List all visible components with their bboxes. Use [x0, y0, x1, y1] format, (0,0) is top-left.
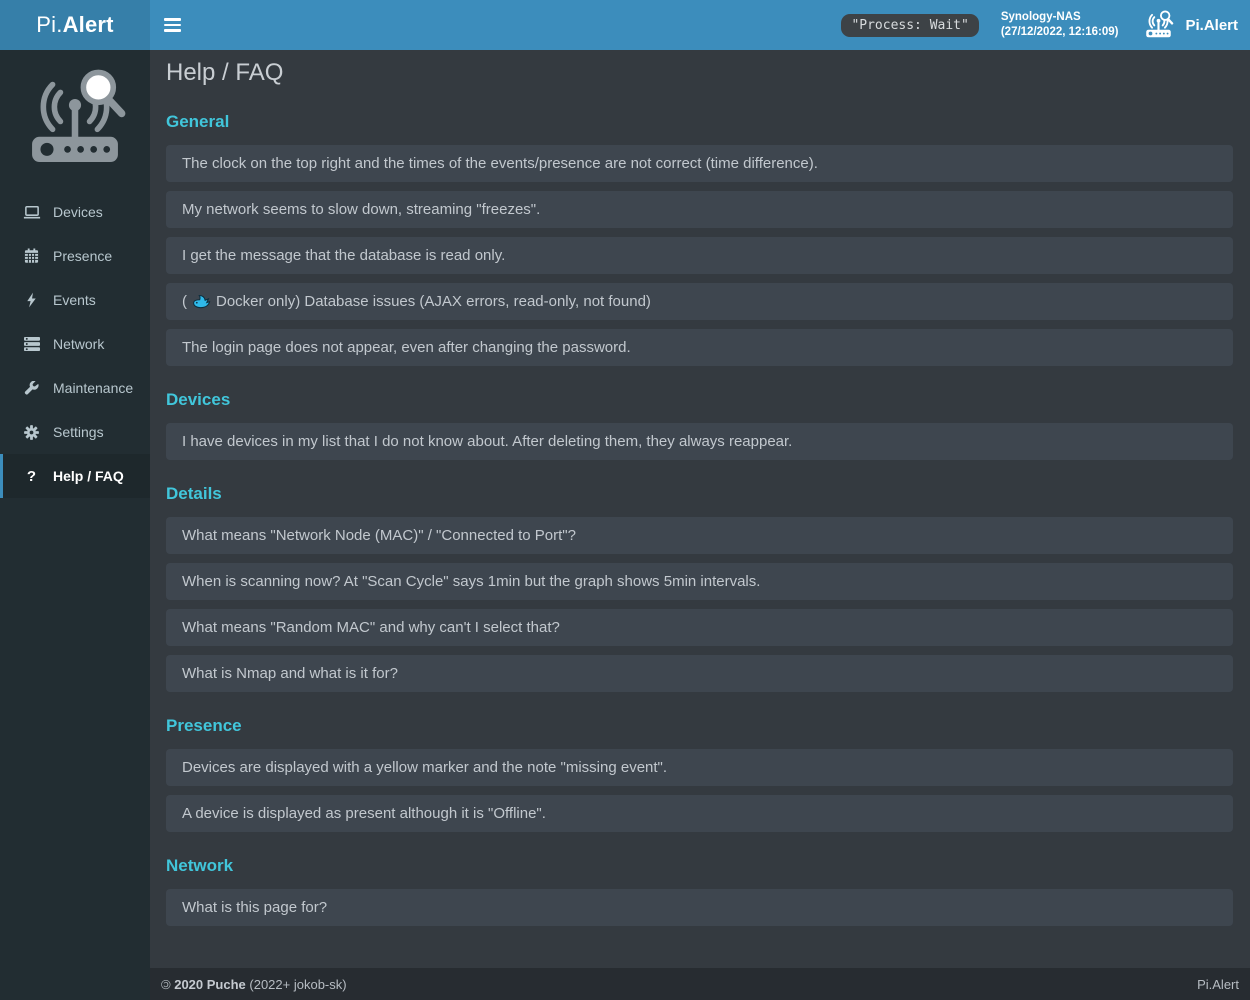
sidebar-item-label: Events [53, 292, 96, 308]
faq-section-details [166, 483, 1233, 692]
footer-copyright-rest: (2022+ jokob-sk) [249, 976, 347, 992]
faq-section-presence [166, 715, 1233, 832]
sidebar-item-maintenance[interactable] [0, 366, 150, 410]
docker-whale-icon [192, 294, 211, 309]
top-header [0, 0, 1250, 50]
wrench-icon [22, 381, 41, 396]
footer-copyright [161, 977, 347, 992]
sidebar-menu [0, 190, 150, 498]
sidebar-item-label: Network [53, 336, 105, 352]
footer-brand: Pi.Alert [1197, 976, 1239, 992]
faq-question[interactable] [166, 237, 1233, 274]
faq-question-text: What means "Network Node (MAC)" / "Connected to Port"? [182, 527, 576, 544]
bolt-icon [22, 292, 41, 308]
faq-question[interactable] [166, 191, 1233, 228]
sidebar-item-label: Maintenance [53, 380, 134, 396]
header-brand[interactable] [1140, 9, 1238, 41]
faq-question[interactable] [166, 329, 1233, 366]
faq-question[interactable] [166, 655, 1233, 692]
faq-section-devices [166, 389, 1233, 460]
faq-question-text: My network seems to slow down, streaming "freezes". [182, 201, 541, 218]
app-logo-prefix: Pi. [36, 12, 63, 37]
faq-question-text: What is Nmap and what is it for? [182, 665, 398, 682]
question-icon: ? [26, 467, 37, 485]
app-logo-bold: Alert [62, 12, 114, 37]
sidebar-item-label: Presence [53, 248, 113, 264]
host-info [1001, 10, 1119, 40]
section-title-presence: Presence [166, 716, 242, 735]
faq-question-text: When is scanning now? At "Scan Cycle" says 1min but the graph shows 5min intervals. [182, 573, 761, 590]
faq-question[interactable] [166, 563, 1233, 600]
host-name: Synology-NAS [1000, 11, 1081, 23]
faq-question-text: I have devices in my list that I do not know about. After deleting them, they always reappear. [182, 433, 793, 450]
faq-question-text: What is this page for? [182, 899, 328, 916]
copyleft-icon: © [161, 976, 171, 992]
process-status-badge[interactable]: "Process: Wait" [841, 14, 978, 37]
section-title-devices: Devices [166, 390, 231, 409]
faq-question[interactable] [166, 609, 1233, 646]
laptop-icon [22, 205, 41, 220]
faq-question[interactable] [166, 283, 1233, 320]
section-title-network: Network [166, 856, 234, 875]
app-logo[interactable] [0, 0, 150, 50]
router-search-icon [1140, 9, 1177, 41]
section-title-details: Details [166, 484, 222, 503]
header-right-cluster [841, 9, 1250, 41]
sidebar-item-settings[interactable] [0, 410, 150, 454]
section-title-general: General [166, 112, 230, 131]
hamburger-icon [164, 18, 181, 21]
page-title: Help / FAQ [166, 59, 284, 86]
sidebar-item-presence[interactable] [0, 234, 150, 278]
header-main [150, 0, 1250, 50]
faq-question[interactable] [166, 423, 1233, 460]
header-brand-text: Pi.Alert [1185, 16, 1238, 34]
sidebar [0, 50, 150, 1000]
faq-question[interactable] [166, 749, 1233, 786]
faq-question-text: The login page does not appear, even after changing the password. [182, 339, 631, 356]
faq-question-text: What means "Random MAC" and why can't I select that? [182, 619, 560, 636]
sidebar-item-label: Settings [53, 424, 104, 440]
sidebar-item-label: Devices [53, 204, 103, 220]
page-footer [150, 968, 1250, 1000]
faq-section-network [166, 855, 1233, 926]
faq-question[interactable] [166, 517, 1233, 554]
faq-question-text: The clock on the top right and the times of the events/presence are not correct (time difference). [182, 155, 818, 172]
faq-section-general [166, 111, 1233, 366]
pialert-logo-icon [19, 64, 131, 176]
calendar-icon [22, 248, 41, 264]
sidebar-item-network[interactable] [0, 322, 150, 366]
sidebar-item-label: Help / FAQ [53, 468, 124, 484]
content-area [150, 50, 1250, 968]
sidebar-item-help-faq[interactable] [0, 454, 150, 498]
sidebar-item-devices[interactable] [0, 190, 150, 234]
gear-icon [22, 425, 41, 440]
faq-question[interactable] [166, 145, 1233, 182]
faq-question-text: A device is displayed as present although it is "Offline". [182, 805, 546, 822]
sidebar-toggle-button[interactable] [150, 0, 195, 50]
sidebar-item-events[interactable] [0, 278, 150, 322]
server-icon [22, 337, 41, 351]
faq-question-text: ( Docker only) Database issues (AJAX errors, read-only, not found) [182, 293, 651, 310]
host-timestamp: (27/12/2022, 12:16:09) [1000, 26, 1119, 38]
faq-question-text: Devices are displayed with a yellow marker and the note "missing event". [182, 759, 668, 776]
faq-question-text: I get the message that the database is read only. [182, 247, 506, 264]
faq-question[interactable] [166, 795, 1233, 832]
footer-copyright-bold: 2020 Puche [174, 976, 246, 992]
faq-question[interactable] [166, 889, 1233, 926]
